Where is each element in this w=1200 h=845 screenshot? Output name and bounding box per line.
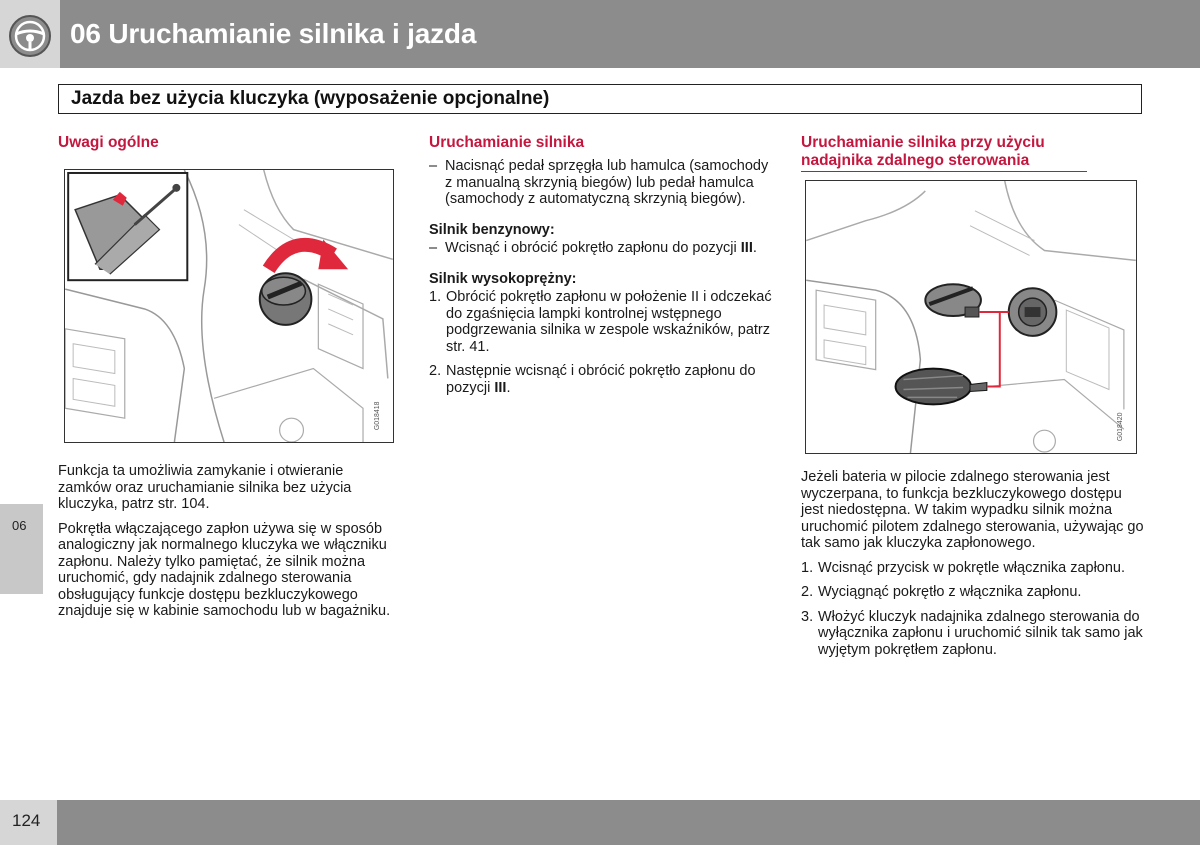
- page-footer: [0, 800, 1200, 845]
- column-general-notes: [58, 134, 398, 152]
- petrol-instruction-text: Wcisnąć i obrócić pokrętło zapłonu do pozycji: [445, 240, 741, 256]
- chapter-title: 06 Uruchamianie silnika i jazda: [70, 18, 477, 49]
- step-number: 2.: [429, 363, 442, 379]
- list-item: [429, 158, 774, 208]
- heading-remote-start: Uruchamianie silnika przy użyciu nadajnika zdalnego sterowania: [801, 134, 1045, 169]
- diesel-heading: Silnik wysokoprężny:: [429, 270, 577, 287]
- remote-step-3: Włożyć kluczyk nadajnika zdalnego sterowania do wyłącznika zapłonu i uruchomić silnik tak samo jak wyjętym pokrętłem zapłonu.: [818, 608, 1143, 658]
- column-engine-start: [429, 134, 774, 396]
- steering-wheel-icon: [8, 14, 52, 58]
- remote-step-1: Wcisnąć przycisk w pokrętle włącznika zapłonu.: [818, 559, 1126, 576]
- diesel-step-2-text: Następnie wcisnąć i obrócić pokrętło zapłonu do pozycji: [446, 363, 756, 396]
- dash-marker: –: [429, 240, 438, 256]
- section-title: Jazda bez użycia kluczyka (wyposażenie opcjonalne): [71, 88, 550, 109]
- logo-box: [0, 0, 60, 68]
- figure-remote-key: [805, 180, 1137, 454]
- figure-code-3: G018420: [1116, 412, 1124, 442]
- remote-start-para-1: Jeżeli bateria w pilocie zdalnego sterowania jest wyczerpana, to funkcja bezkluczykowego dostępu jest niedostępna. W takim wypadku silnik można uruchomić pilotem zdalnego sterowania, używając go tak samo jak kluczyka zapłonowego.: [801, 469, 1144, 551]
- ignition-knob-illustration: [65, 170, 393, 442]
- heading-engine-start: Uruchamianie silnika: [429, 134, 585, 151]
- position-label: III: [494, 379, 507, 396]
- step-number: 1.: [429, 289, 442, 305]
- list-item: [429, 363, 774, 396]
- page-number: 124: [12, 811, 41, 830]
- page-number-box: [0, 800, 57, 845]
- list-item: [801, 560, 1146, 577]
- petrol-instruction: [445, 240, 757, 256]
- step-number: 3.: [801, 608, 814, 625]
- page-header: [0, 0, 1200, 68]
- list-item: [429, 289, 774, 355]
- remote-step-2: Wyciągnąć pokrętło z włącznika zapłonu.: [818, 584, 1082, 600]
- diesel-step-2-end: .: [506, 379, 511, 396]
- section-title-box: [58, 84, 1142, 114]
- remote-start-body: [801, 469, 1146, 658]
- heading-general-notes: Uwagi ogólne: [58, 134, 159, 151]
- list-item: [429, 240, 774, 257]
- general-notes-body: [58, 463, 398, 628]
- chapter-side-tab: [0, 504, 43, 594]
- diesel-step-2: [446, 363, 756, 396]
- general-notes-para-1: Funkcja ta umożliwia zamykanie i otwieranie zamków oraz uruchamianie silnika bez użycia kluczyka, patrz str. 104.: [58, 463, 352, 512]
- column-remote-start: [801, 134, 1146, 172]
- figure-ignition-knob: [64, 169, 394, 443]
- remote-key-illustration: [806, 181, 1136, 453]
- petrol-instruction-end: .: [752, 240, 757, 256]
- petrol-heading: Silnik benzynowy:: [429, 221, 555, 238]
- list-item: [801, 609, 1146, 659]
- diesel-step-1: Obrócić pokrętło zapłonu w położenie II i odczekać do zgaśnięcia lampki kontrolnej wstępnego podgrzewania silnika w zespole wskaźników, patrz str. 41.: [446, 289, 772, 355]
- step-number: 2.: [801, 584, 814, 600]
- dash-marker: –: [429, 158, 438, 174]
- pedal-instruction: Nacisnąć pedał sprzęgła lub hamulca (samochody z manualną skrzynią biegów) lub pedał hamulca (samochody z automatyczną skrzynią biegów).: [445, 158, 769, 207]
- position-label: III: [740, 240, 753, 256]
- step-number: 1.: [801, 559, 814, 576]
- engine-start-body: [429, 158, 774, 396]
- general-notes-para-2: Pokrętła włączającego zapłon używa się w sposób analogiczny jak normalnego kluczyka we włączniku zapłonu. Należy tylko pamiętać, że silnik można uruchomić, gdy nadajnik zdalnego sterowania obsługujący funkcje dostępu bezkluczykowego znajduje się w kabinie samochodu lub w bagażniku.: [58, 520, 391, 619]
- list-item: [801, 584, 1146, 601]
- heading-underline: [801, 171, 1087, 172]
- figure-code-1: G018418: [373, 401, 381, 431]
- side-tab-label: 06: [12, 518, 27, 533]
